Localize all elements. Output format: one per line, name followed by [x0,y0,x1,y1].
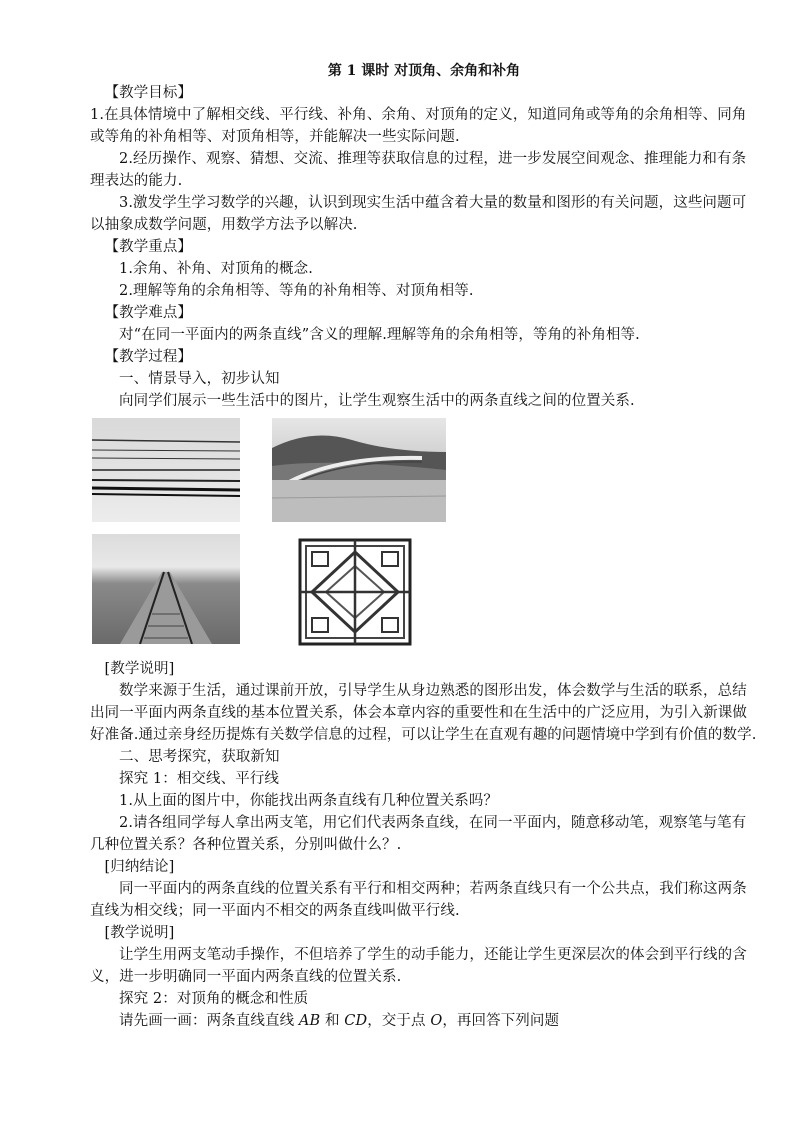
goal-2-text: 2.经历操作、观察、猜想、交流、推理等获取信息的过程，进一步发展空间观念、推理能力和有条理表达的能力. [90,151,747,189]
image-row-1 [90,418,758,534]
line-ab-label: AB [298,1013,321,1029]
goal-3-text: 3.激发学生学习数学的兴趣，认识到现实生活中蕴含着大量的数量和图形的有关问题，这些问题可以抽象成数学问题，用数学方法予以解决. [90,195,747,233]
key-2: 2.理解等角的余角相等、等角的补角相等、对顶角相等. [119,283,474,299]
goal-1 [90,104,758,148]
power-lines-graphic [92,418,240,522]
point-o-label: O [430,1013,443,1029]
heading-key-points: 【教学重点】 [104,239,193,255]
teaching-note-1-heading: [教学说明] [104,661,175,677]
question-1: 1.从上面的图片中，你能找出两条直线有几种位置关系吗？ [119,793,499,809]
railway-graphic [92,534,240,644]
draw-text-d: ，再回答下列问题 [442,1013,560,1029]
image-row-2 [90,534,758,658]
heading-goals: 【教学目标】 [104,85,193,101]
draw-text-b: 和 [320,1013,345,1029]
line-cd-label: CD [344,1013,368,1029]
goal-2 [90,148,758,192]
goal-3 [90,192,758,236]
bridge-photo [272,418,446,522]
explore-2-title: 探究 2：对顶角的概念和性质 [119,991,309,1007]
draw-instruction [90,1010,758,1032]
difficulty-1: 对“在同一平面内的两条直线”含义的理解.理解等角的余角相等，等角的补角相等. [119,327,640,343]
conclusion-heading: [归纳结论] [104,859,175,875]
teaching-note-2-heading: [教学说明] [104,925,175,941]
section-2-title: 二、思考探究，获取新知 [119,749,280,765]
section-1-title: 一、情景导入，初步认知 [119,371,280,387]
lattice-graphic [298,538,412,646]
teaching-note-2: 让学生用两支笔动手操作，不但培养了学生的动手能力，还能让学生更深层次的体会到平行线的含义，进一步明确同一平面内两条直线的位置关系. [90,947,747,985]
lattice-window-pattern [298,538,412,646]
goal-1-text: 1.在具体情境中了解相交线、平行线、补角、余角、对顶角的定义，知道同角或等角的余角相等、同角或等角的补角相等、对顶角相等，并能解决一些实际问题. [90,107,747,145]
draw-text-a: 请先画一画：两条直线直线 [119,1013,299,1029]
teaching-note-1: 数学来源于生活，通过课前开放，引导学生从身边熟悉的图形出发，体会数学与生活的联系，总结出同一平面内两条直线的基本位置关系，体会本章内容的重要性和在生活中的广泛应用，为引入新课做好准备.通过亲身经历提炼有关数学信息的过程，可以让学生在直观有趣的问题情境中学到有价值的数学. [90,683,757,743]
railway-photo [92,534,240,644]
conclusion-text: 同一平面内的两条直线的位置关系有平行和相交两种；若两条直线只有一个公共点，我们称这两条直线为相交线；同一平面内不相交的两条直线叫做平行线. [90,881,747,919]
page-title: 第 1 课时 对顶角、余角和补角 [327,63,521,79]
heading-process: 【教学过程】 [104,349,193,365]
draw-text-c: ，交于点 [367,1013,431,1029]
bridge-graphic [272,418,446,522]
document-page [90,60,758,1032]
key-1: 1.余角、补角、对顶角的概念. [119,261,313,277]
heading-difficulties: 【教学难点】 [104,305,193,321]
question-2: 2.请各组同学每人拿出两支笔，用它们代表两条直线，在同一平面内，随意移动笔，观察笔与笔有几种位置关系？各种位置关系，分别叫做什么？. [90,815,747,853]
explore-1-title: 探究 1：相交线、平行线 [119,771,280,787]
power-lines-photo [92,418,240,522]
section-1-text: 向同学们展示一些生活中的图片，让学生观察生活中的两条直线之间的位置关系. [119,393,635,409]
